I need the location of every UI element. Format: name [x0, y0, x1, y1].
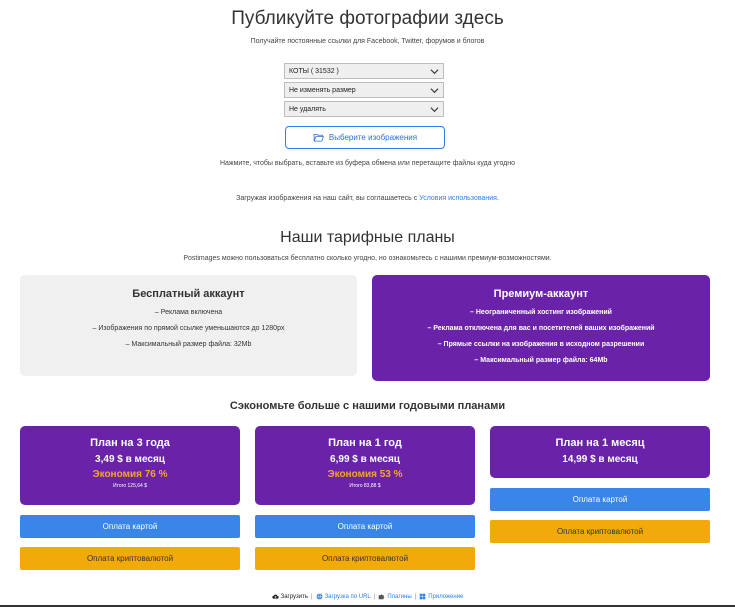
upload-hint: Нажмите, чтобы выбрать, вставьте из буфера обмена или перетащите файлы куда угодно [219, 160, 516, 167]
folder-open-icon [313, 133, 324, 142]
footer-separator: | [373, 593, 376, 600]
footer-apps-label: Приложение [428, 593, 464, 600]
gallery-select-value: КОТЫ ( 31532 ) [289, 68, 339, 75]
footer-url-upload-link[interactable] [316, 593, 371, 600]
plan-name: План на 1 месяц [555, 437, 645, 449]
plan-name: План на 3 года [90, 437, 170, 449]
footer-separator: | [414, 593, 417, 600]
premium-account-card [372, 275, 710, 381]
plan-price: 3,49 $ в месяц [95, 454, 165, 465]
terms-prefix: Загружая изображения на наш сайт, вы соглашаетесь с [236, 195, 420, 202]
footer-upload-link[interactable] [272, 593, 308, 600]
chevron-down-icon [430, 105, 439, 114]
pay-card-button-1y[interactable]: Оплата картой [255, 515, 475, 538]
resize-select[interactable] [284, 82, 444, 98]
plan-name: План на 1 год [328, 437, 402, 449]
plan-price: 14,99 $ в месяц [562, 454, 638, 465]
footer-url-upload-label: Загрузка по URL [324, 593, 371, 600]
free-account-title: Бесплатный аккаунт [132, 288, 245, 300]
gallery-select[interactable] [284, 63, 444, 79]
free-account-card [20, 275, 357, 376]
premium-feature: – Прямые ссылки на изображения в исходном разрешении [372, 341, 710, 348]
premium-feature: – Максимальный размер файла: 64Mb [372, 357, 710, 364]
pay-card-button-3y[interactable]: Оплата картой [20, 515, 240, 538]
footer-plugins-link[interactable] [378, 593, 411, 600]
pay-card-button-1m[interactable]: Оплата картой [490, 488, 710, 511]
globe-icon [316, 593, 323, 600]
annual-plans-title: Сэкономьте больше с нашими годовыми планами [229, 400, 506, 412]
plans-subtitle: Postimages можно пользоваться бесплатно сколько угодно, но ознакомьтесь с нашими премиум-возможностями. [183, 255, 552, 262]
choose-images-button[interactable] [285, 126, 445, 149]
plan-savings: Экономия 53 % [327, 469, 403, 480]
terms-notice [0, 195, 735, 202]
page-title: Публикуйте фотографии здесь [231, 8, 504, 29]
footer-apps-link[interactable] [419, 593, 463, 600]
free-feature: – Реклама включена [20, 309, 357, 316]
plan-3-years [20, 426, 240, 505]
expire-select[interactable] [284, 101, 444, 117]
premium-feature: – Реклама отключена для вас и посетителей ваших изображений [372, 325, 710, 332]
page-subtitle: Получайте постоянные ссылки для Facebook, Twitter, форумов и блогов [250, 38, 485, 45]
footer-plugins-label: Плагины [387, 593, 412, 600]
pay-crypto-button-1y[interactable]: Оплата криптовалютой [255, 547, 475, 570]
terms-link[interactable]: Условия использования [419, 195, 497, 202]
plan-total: Итого 83,88 $ [349, 483, 381, 489]
resize-select-value: Не изменять размер [289, 87, 356, 94]
puzzle-icon [378, 593, 385, 600]
plan-total: Итого 125,64 $ [113, 483, 147, 489]
plan-price: 6,99 $ в месяц [330, 454, 400, 465]
footer [0, 593, 735, 600]
plan-1-month [490, 426, 710, 478]
cloud-upload-icon [272, 593, 279, 600]
plan-1-year [255, 426, 475, 505]
windows-icon [419, 593, 426, 600]
pay-crypto-button-1m[interactable]: Оплата криптовалютой [490, 520, 710, 543]
chevron-down-icon [430, 86, 439, 95]
pay-crypto-button-3y[interactable]: Оплата криптовалютой [20, 547, 240, 570]
expire-select-value: Не удалять [289, 106, 326, 113]
footer-upload-label: Загрузить [280, 593, 308, 600]
chevron-down-icon [430, 67, 439, 76]
footer-separator: | [311, 593, 313, 600]
free-feature: – Изображения по прямой ссылке уменьшаются до 1280px [20, 325, 357, 332]
terms-suffix: . [496, 195, 499, 202]
premium-account-title: Премиум-аккаунт [493, 288, 589, 300]
plans-title: Наши тарифные планы [280, 229, 455, 246]
premium-feature: – Неограниченный хостинг изображений [372, 309, 710, 316]
plan-savings: Экономия 76 % [92, 469, 168, 480]
free-feature: – Максимальный размер файла: 32Mb [20, 341, 357, 348]
choose-images-label: Выберите изображения [328, 133, 418, 142]
